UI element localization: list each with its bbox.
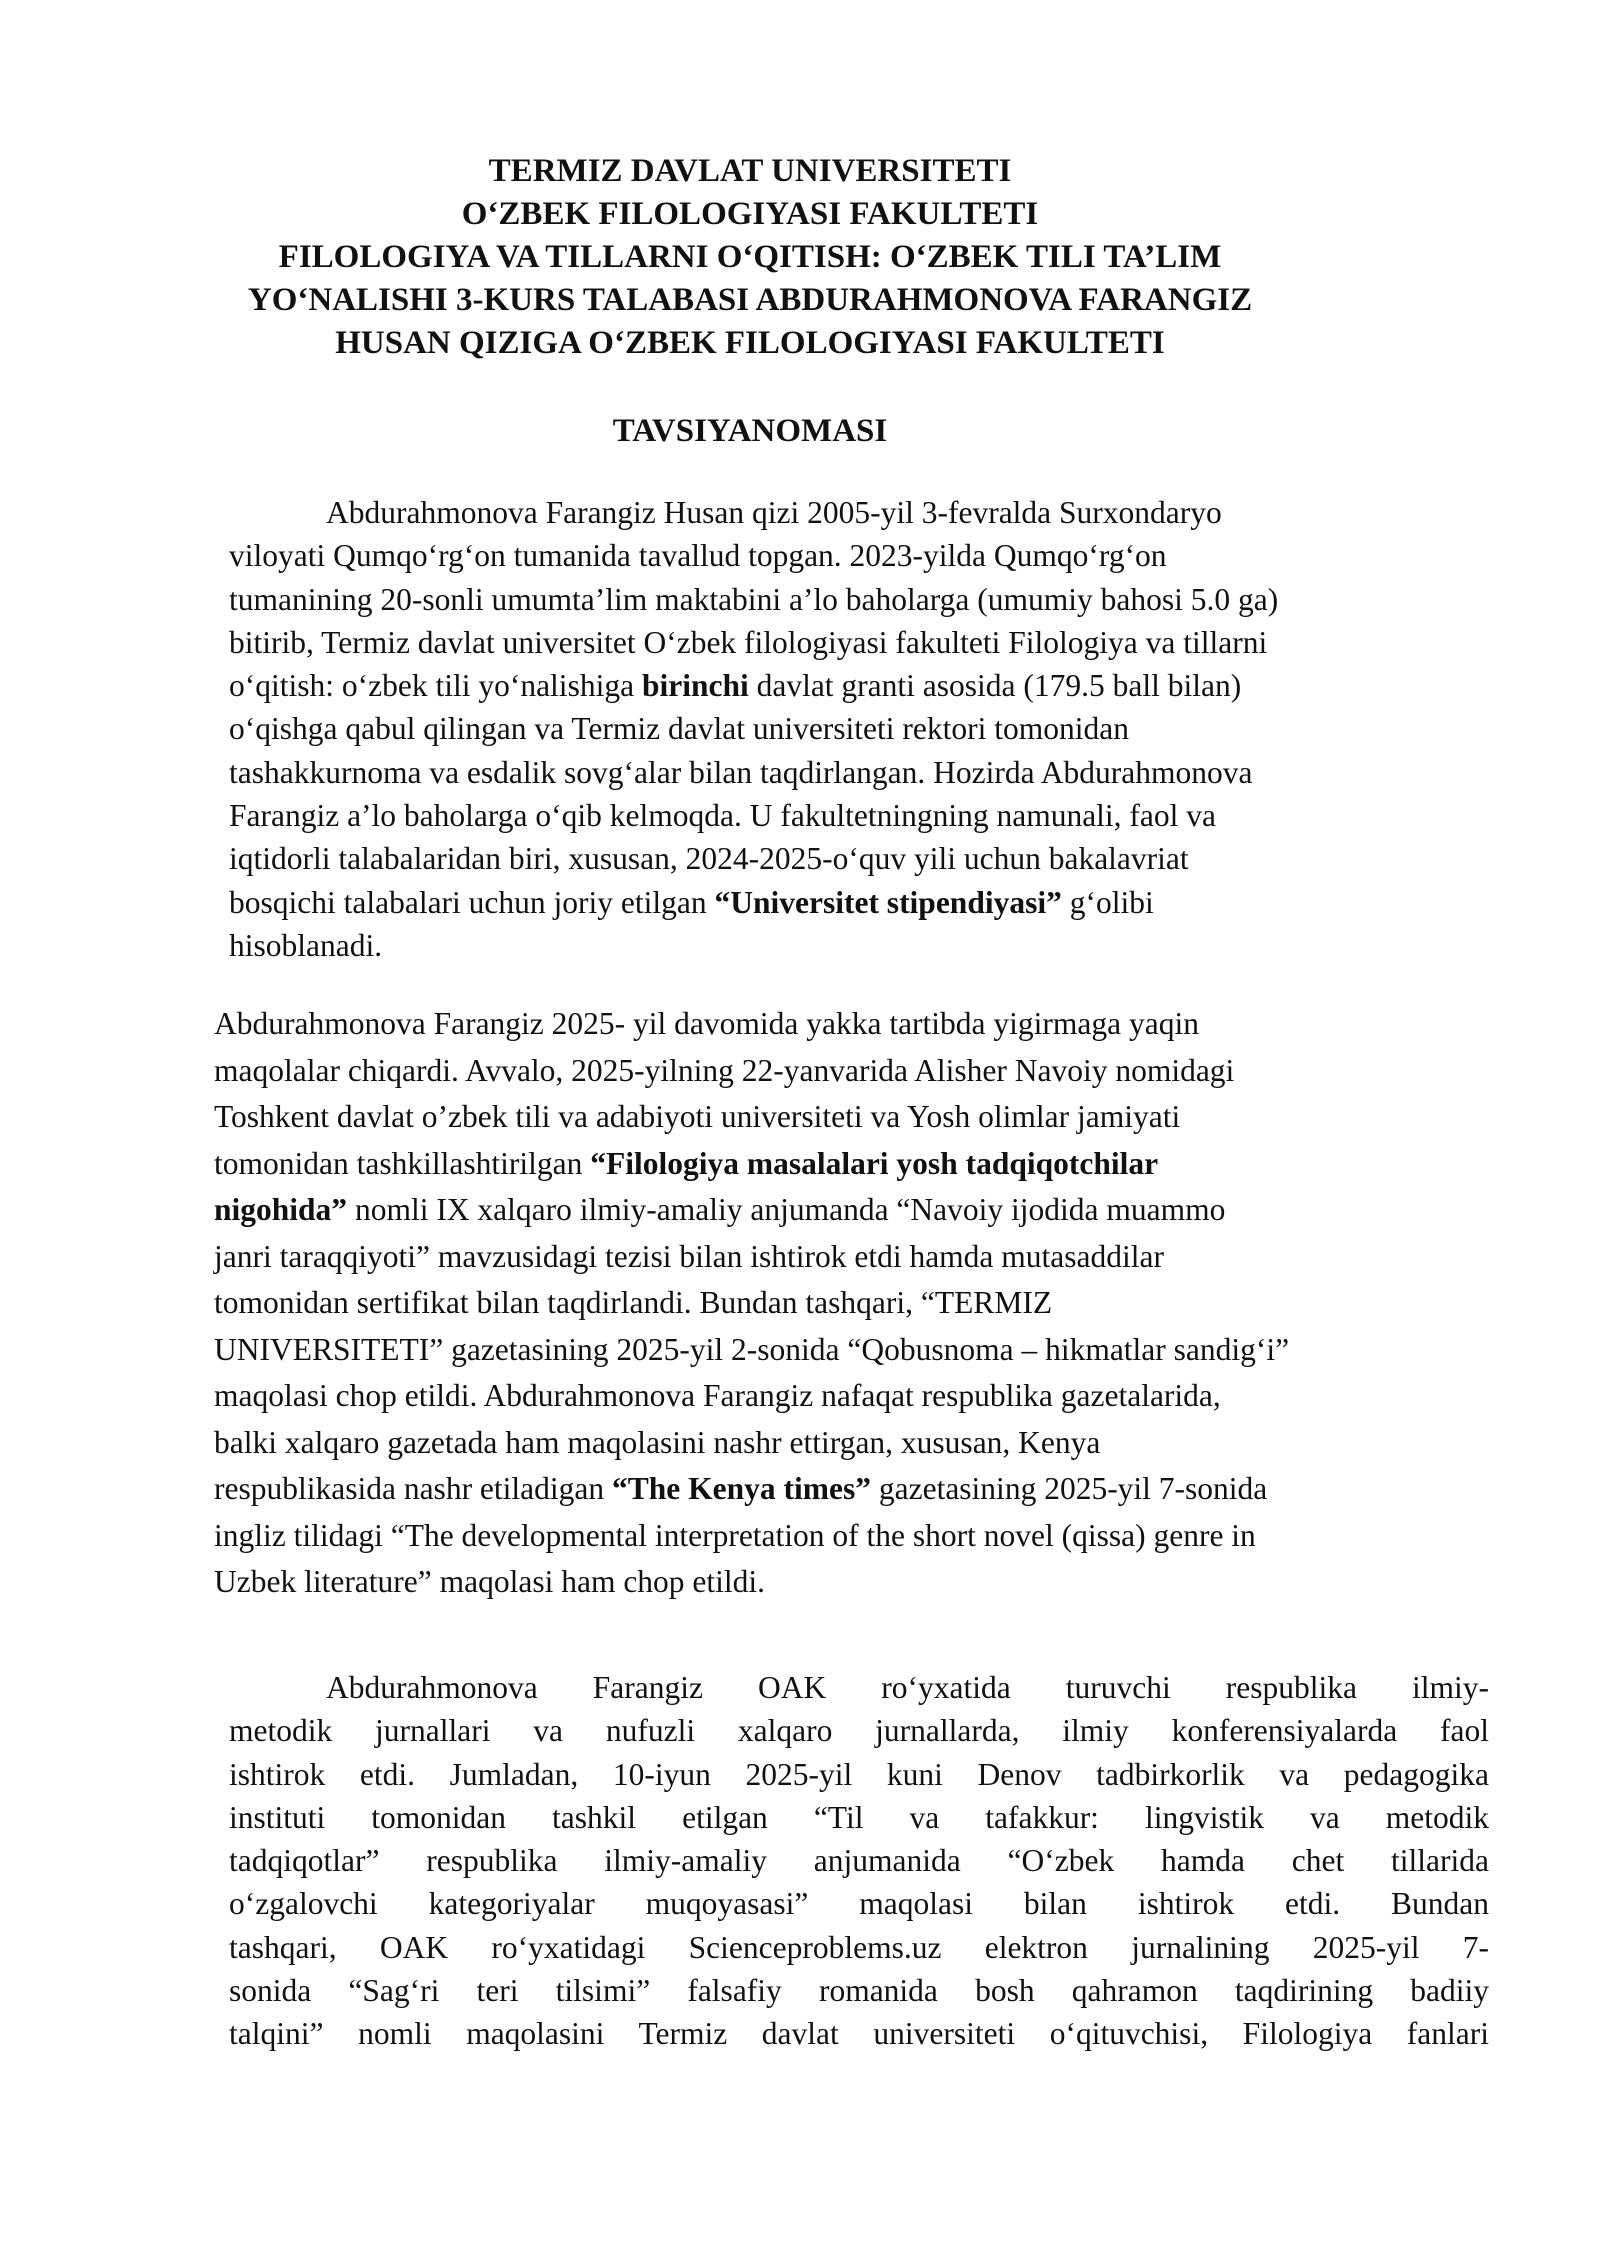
emphasis-text: birinchi (641, 668, 749, 704)
text-line: tashakkurnoma va esdalik sovg‘alar bilan taqdirlangan. Hozirda Abdurahmonova (229, 754, 1253, 790)
text-line: hisoblanadi. (229, 927, 383, 963)
text-line: o‘qishga qabul qilingan va Termiz davlat universiteti rektori tomonidan (229, 711, 1129, 747)
text-line: UNIVERSITETI” gazetasining 2025-yil 2-sonida “Qobusnoma – hikmatlar sandig‘i” (214, 1331, 1290, 1367)
text-run: gazetasining 2025-yil 7-sonida (871, 1471, 1268, 1506)
text-line: iqtidorli talabalaridan biri, xususan, 2024-2025-o‘quv yili uchun bakalavriat (229, 841, 1189, 877)
emphasis-text: “Universitet stipendiyasi” (714, 884, 1062, 920)
paragraph-conferences (229, 1666, 1489, 2056)
text-line: maqolalar chiqardi. Avvalo, 2025-yilning 22-yanvarida Alisher Navoiy nomidagi (214, 1052, 1235, 1088)
paragraph-biography (229, 491, 1464, 967)
text-line: Toshkent davlat o’zbek tili va adabiyoti universiteti va Yosh olimlar jamiyati (214, 1099, 1181, 1134)
text-line: ingliz tilidagi “The developmental interpretation of the short novel (qissa) genre in (214, 1517, 1256, 1553)
text-line: o‘zgalovchi kategoriyalar muqoyasasi” maqolasi bilan ishtirok etdi. Bundan (229, 1886, 1489, 1922)
text-line: balki xalqaro gazetada ham maqolasini nashr ettirgan, xususan, Kenya (214, 1424, 1101, 1460)
text-run: tomonidan tashkillashtirilgan (214, 1145, 591, 1181)
text-line: janri taraqqiyoti” mavzusidagi tezisi bilan ishtirok etdi hamda mutasaddilar (214, 1238, 1164, 1274)
text-line: Uzbek literature” maqolasi ham chop etildi. (214, 1564, 766, 1599)
text-line (214, 1187, 1504, 1234)
text-line: viloyati Qumqo‘rg‘on tumanida tavallud topgan. 2023-yilda Qumqo‘rg‘on (229, 538, 1167, 574)
text-line (214, 1141, 1504, 1188)
text-line: Farangiz a’lo baholarga o‘qib kelmoqda. U fakultetningning namunali, faol va (229, 798, 1217, 834)
heading-line: O‘ZBEK FILOLOGIYASI FAKULTETI (461, 196, 1039, 232)
emphasis-text: “The Kenya times” (612, 1471, 871, 1506)
document-title: TAVSIYANOMASI (612, 413, 888, 449)
text-line: instituti tomonidan tashkil etilgan “Til va tafakkur: lingvistik va metodik (229, 1799, 1489, 1835)
heading-line: YO‘NALISHI 3-KURS TALABASI ABDURAHMONOVA FARANGIZ (247, 282, 1253, 318)
emphasis-text: “Filologiya masalalari yosh tadqiqotchilar (590, 1145, 1159, 1181)
text-line: tashqari, OAK ro‘yxatidagi Scienceproblems.uz elektron jurnalining 2025-yil 7- (229, 1929, 1489, 1965)
text-line: Abdurahmonova Farangiz Husan qizi 2005-yil 3-fevralda Surxondaryo (326, 495, 1222, 530)
text-run: nomli IX xalqaro ilmiy-amaliy anjumanda “Navoiy ijodida muammo (347, 1192, 1226, 1227)
text-line: talqini” nomli maqolasini Termiz davlat universiteti o‘qituvchisi, Filologiya fanlari (229, 2016, 1489, 2052)
document-heading (200, 150, 1300, 365)
text-line: tomonidan sertifikat bilan taqdirlandi. Bundan tashqari, “TERMIZ (214, 1285, 1053, 1320)
text-line: metodik jurnallari va nufuzli xalqaro jurnallarda, ilmiy konferensiyalarda faol (229, 1713, 1489, 1749)
text-line: tadqiqotlar” respublika ilmiy-amaliy anjumanida “O‘zbek hamda chet tillarida (229, 1843, 1489, 1879)
text-line: tumanining 20-sonli umumta’lim maktabini a’lo baholarga (umumiy bahosi 5.0 ga) (229, 581, 1279, 617)
text-run: davlat granti asosida (179.5 ball bilan) (748, 668, 1242, 704)
text-line (229, 664, 1464, 707)
text-line: Abdurahmonova Farangiz OAK ro‘yxatida turuvchi respublika ilmiy- (326, 1670, 1489, 1705)
text-run: bosqichi talabalari uchun joriy etilgan (229, 884, 715, 920)
text-line: Abdurahmonova Farangiz 2025- yil davomida yakka tartibda yigirmaga yaqin (214, 1006, 1199, 1041)
text-line (214, 1466, 1504, 1513)
text-line: ishtirok etdi. Jumladan, 10-iyun 2025-yil kuni Denov tadbirkorlik va pedagogika (229, 1756, 1489, 1792)
paragraph-publications (214, 1001, 1504, 1606)
heading-line: HUSAN QIZIGA O‘ZBEK FILOLOGIYASI FAKULTETI (335, 325, 1165, 361)
text-run: respublikasida nashr etiladigan (214, 1471, 613, 1506)
text-run: g‘olibi (1061, 884, 1154, 920)
text-line: bitirib, Termiz davlat universitet O‘zbek filologiyasi fakulteti Filologiya va tillarni (229, 624, 1268, 660)
heading-line: FILOLOGIYA VA TILLARNI O‘QITISH: O‘ZBEK TILI TA’LIM (278, 239, 1222, 275)
text-line: sonida “Sag‘ri teri tilsimi” falsafiy romanida bosh qahramon taqdirining badiiy (229, 1973, 1489, 2009)
text-line: maqolasi chop etildi. Abdurahmonova Farangiz nafaqat respublika gazetalarida, (214, 1378, 1221, 1413)
text-line (229, 881, 1464, 924)
emphasis-text: nigohida” (214, 1192, 348, 1227)
text-run: o‘qitish: o‘zbek tili yo‘nalishiga (229, 668, 642, 704)
heading-line: TERMIZ DAVLAT UNIVERSITETI (488, 153, 1012, 189)
